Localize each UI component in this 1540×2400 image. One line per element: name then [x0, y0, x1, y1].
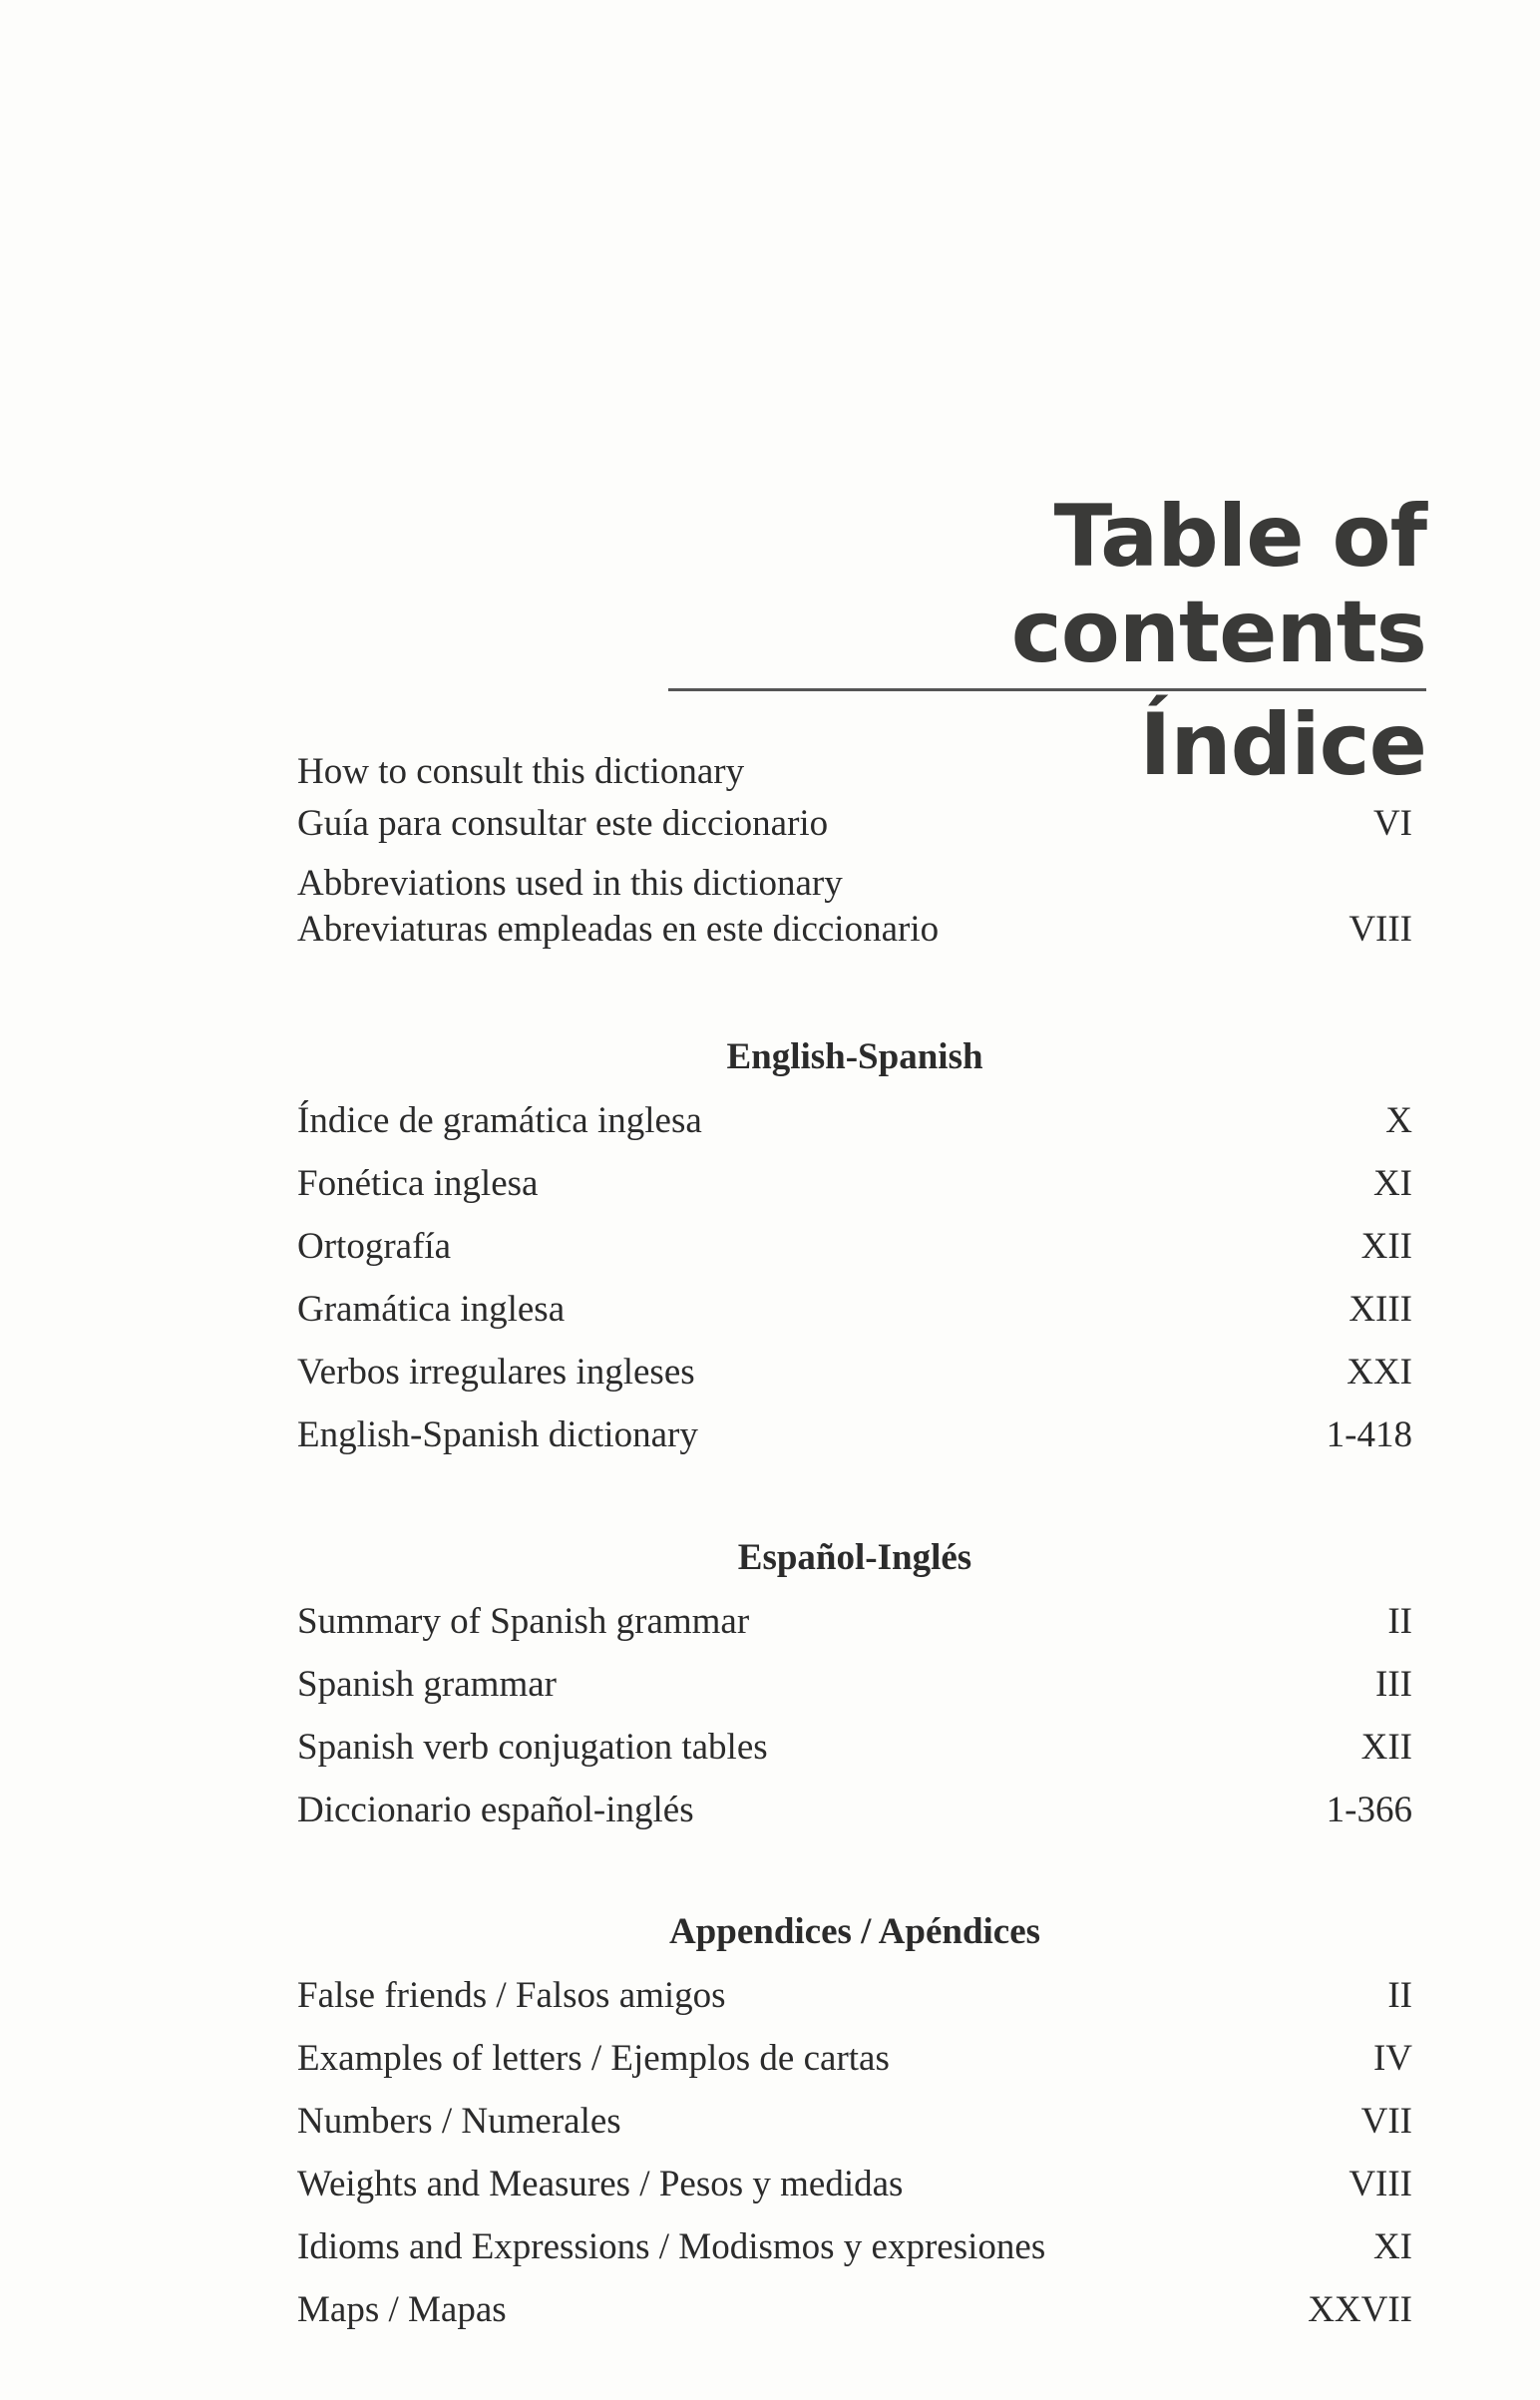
toc-entry-page: XII [1360, 1226, 1412, 1267]
toc-entry-label-en: Abbreviations used in this dictionary [297, 863, 843, 904]
toc-entry-label: Maps / Mapas [297, 2289, 507, 2330]
toc-entry-label: Gramática inglesa [297, 1289, 566, 1330]
toc-entry-page: III [1375, 1664, 1412, 1705]
toc-entry[interactable] [297, 802, 1412, 862]
toc-entry-page: XXVII [1308, 2289, 1412, 2330]
toc-entry-page: VIII [1348, 909, 1412, 950]
toc-entry-page: XI [1372, 1163, 1412, 1204]
toc-entry-page: VII [1360, 2101, 1412, 2142]
toc-entry-label: Summary of Spanish grammar [297, 1601, 750, 1642]
section-espanol-ingles [297, 1536, 1412, 1851]
toc-entry-label-en: How to consult this dictionary [297, 751, 745, 792]
section-heading: Appendices / Apéndices [668, 1911, 1041, 1952]
toc-entry-label: Examples of letters / Ejemplos de cartas [297, 2038, 890, 2079]
toc-entry-page: II [1387, 1601, 1412, 1642]
toc-entry-page: X [1385, 1100, 1412, 1141]
toc-entry[interactable] [297, 862, 1412, 908]
toc-entry-label-es: Abreviaturas empleadas en este diccionario [297, 909, 940, 950]
toc-entry[interactable] [297, 1162, 1412, 1225]
section-english-spanish [297, 1035, 1412, 1476]
toc-entry-label: English-Spanish dictionary [297, 1414, 698, 1455]
toc-entry[interactable] [297, 1099, 1412, 1162]
section-appendices [297, 1910, 1412, 2351]
toc-entry[interactable] [297, 1288, 1412, 1351]
toc-entry-page: II [1387, 1975, 1412, 2016]
toc-entry[interactable] [297, 1225, 1412, 1288]
toc-entry-page: IV [1372, 2038, 1412, 2079]
toc-entry[interactable] [297, 1974, 1412, 2037]
toc-entry[interactable] [297, 2163, 1412, 2225]
toc-entry-page: 1-366 [1326, 1790, 1412, 1830]
toc-entry[interactable] [297, 750, 1412, 802]
toc-entry[interactable] [297, 2288, 1412, 2351]
toc-entry-label: False friends / Falsos amigos [297, 1975, 726, 2016]
toc-entry[interactable] [297, 1726, 1412, 1789]
toc-entry[interactable] [297, 1351, 1412, 1413]
toc-entry-label: Numbers / Numerales [297, 2101, 621, 2142]
toc-entry[interactable] [297, 908, 1412, 971]
toc-entry[interactable] [297, 1600, 1412, 1663]
toc-entry-label: Verbos irregulares ingleses [297, 1352, 695, 1393]
toc-entry-page: XI [1372, 2226, 1412, 2267]
title-divider [668, 688, 1426, 691]
section-heading: Español-Inglés [737, 1537, 972, 1578]
toc-entry-page: XXI [1347, 1352, 1412, 1393]
toc-entry-page: 1-418 [1326, 1414, 1412, 1455]
toc-entry-label: Diccionario español-inglés [297, 1790, 694, 1830]
toc-entry-label: Índice de gramática inglesa [297, 1100, 702, 1141]
toc-entry-page: VIII [1348, 2164, 1412, 2204]
page-title-english: Table of contents [1010, 487, 1426, 682]
toc-entry-label: Spanish grammar [297, 1664, 557, 1705]
toc-entry[interactable] [297, 2100, 1412, 2163]
toc-entry-label: Spanish verb conjugation tables [297, 1727, 768, 1768]
page-title-spanish: Índice [1139, 695, 1426, 795]
toc-entry-label: Idioms and Expressions / Modismos y expresiones [297, 2226, 1046, 2267]
toc-entry-label: Fonética inglesa [297, 1163, 539, 1204]
page-title-block [668, 489, 1426, 793]
toc-entry-label: Ortografía [297, 1226, 452, 1267]
toc-entry[interactable] [297, 2225, 1412, 2288]
toc-entry-label-es: Guía para consultar este diccionario [297, 803, 829, 844]
section-heading: English-Spanish [726, 1036, 983, 1077]
toc-entry[interactable] [297, 1789, 1412, 1851]
toc-entry-page: XII [1360, 1727, 1412, 1768]
toc-entry[interactable] [297, 1413, 1412, 1476]
intro-list [297, 750, 1412, 971]
toc-entry-label: Weights and Measures / Pesos y medidas [297, 2164, 904, 2204]
toc-entry[interactable] [297, 1663, 1412, 1726]
toc-entry[interactable] [297, 2037, 1412, 2100]
toc-entry-page: XIII [1348, 1289, 1412, 1330]
toc-entry-page: VI [1372, 803, 1412, 844]
